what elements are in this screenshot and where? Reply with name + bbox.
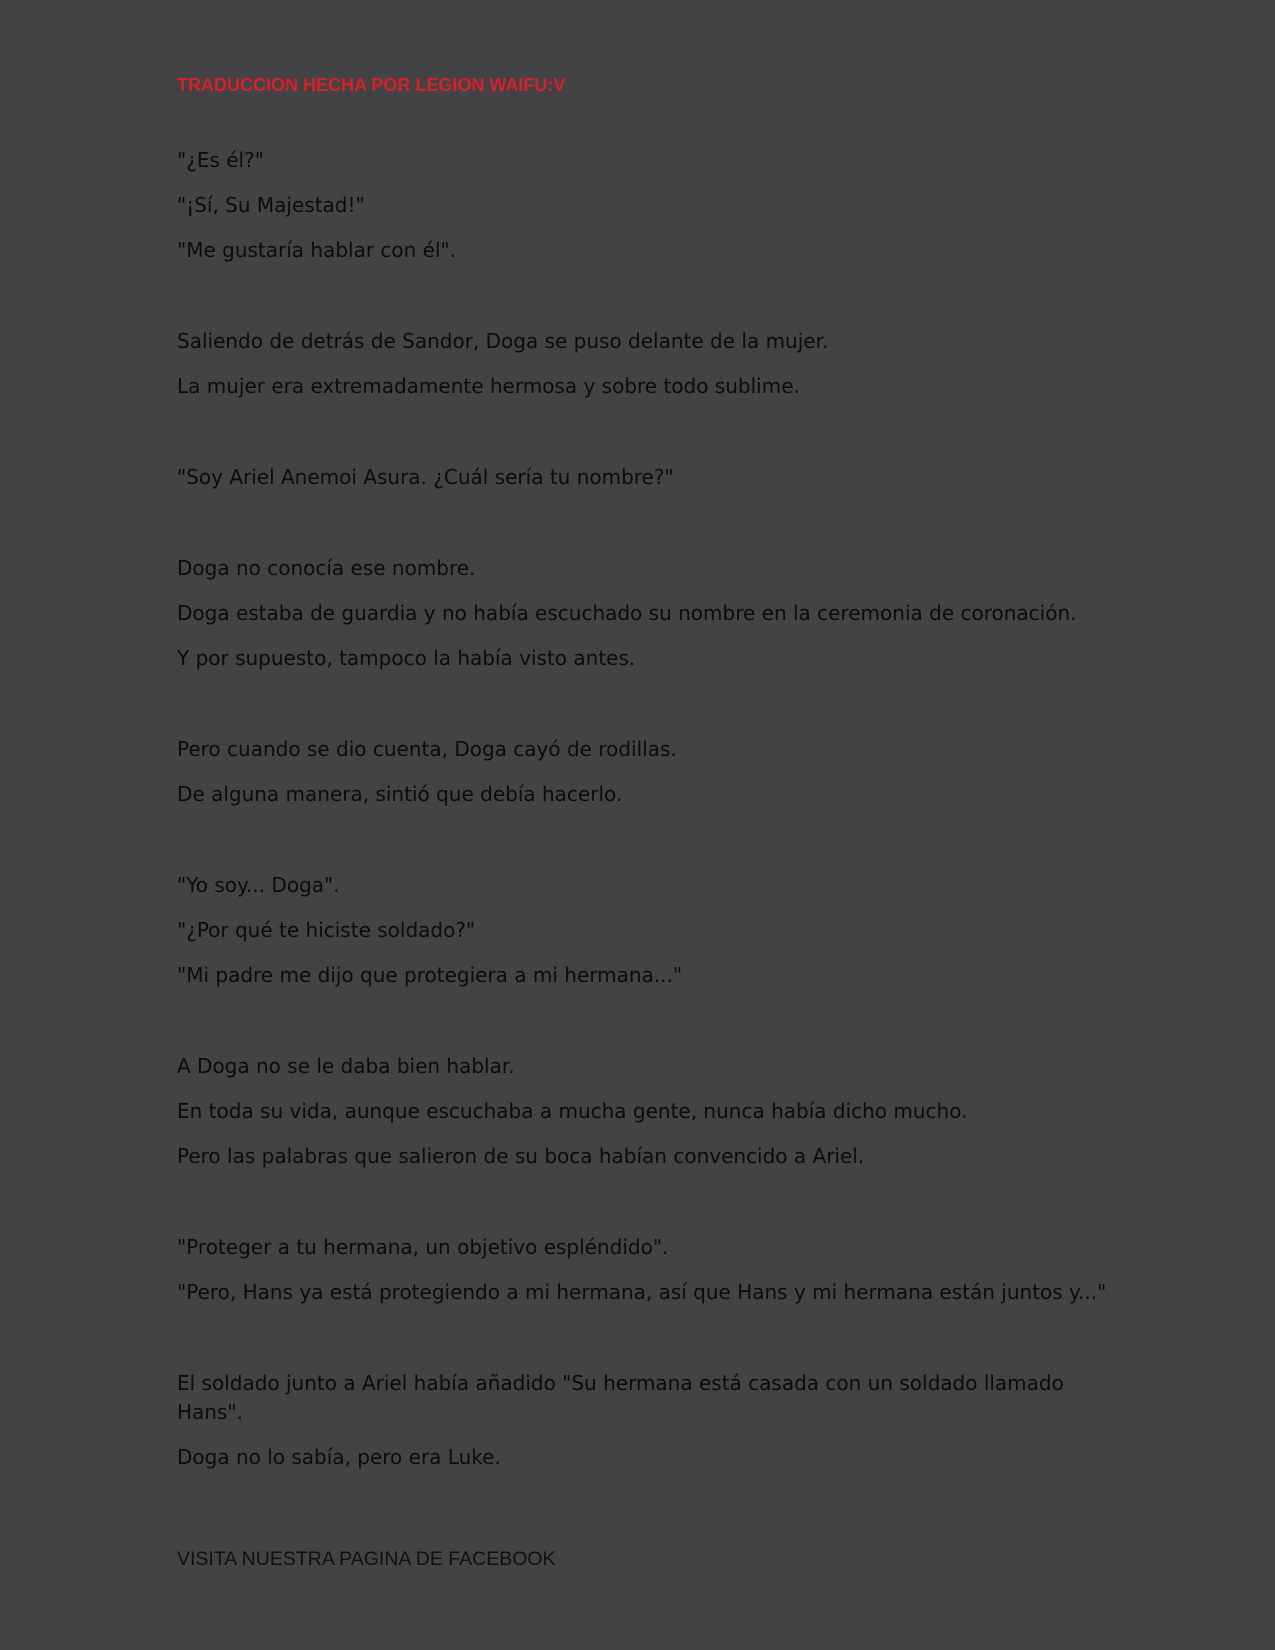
story-text: [177, 146, 1107, 1488]
paragraph: "¿Por qué te hiciste soldado?": [177, 918, 476, 942]
paragraph: "Soy Ariel Anemoi Asura. ¿Cuál sería tu nombre?": [177, 465, 674, 489]
paragraph: Pero las palabras que salieron de su boca habían convencido a Ariel.: [177, 1144, 865, 1168]
paragraph: "Pero, Hans ya está protegiendo a mi hermana, así que Hans y mi hermana están juntos y...": [177, 1280, 1107, 1304]
document-page: [177, 0, 1107, 1650]
paragraph: Saliendo de detrás de Sandor, Doga se puso delante de la mujer.: [177, 329, 829, 353]
paragraph: Doga estaba de guardia y no había escuchado su nombre en la ceremonia de coronación.: [177, 601, 1077, 625]
paragraph: "Mi padre me dijo que protegiera a mi hermana...": [177, 963, 683, 987]
paragraph: "Proteger a tu hermana, un objetivo espléndido".: [177, 1235, 669, 1259]
paragraph: Doga no conocía ese nombre.: [177, 556, 476, 580]
paragraph: El soldado junto a Ariel había añadido "Su hermana está casada con un soldado llamado Hans".: [177, 1371, 1064, 1424]
paragraph: "¿Es él?": [177, 148, 264, 172]
paragraph: La mujer era extremadamente hermosa y sobre todo sublime.: [177, 374, 800, 398]
paragraph: Y por supuesto, tampoco la había visto antes.: [177, 646, 636, 670]
paragraph: Doga no lo sabía, pero era Luke.: [177, 1445, 501, 1469]
paragraph: A Doga no se le daba bien hablar.: [177, 1054, 515, 1078]
paragraph: "Me gustaría hablar con él".: [177, 238, 457, 262]
paragraph: De alguna manera, sintió que debía hacerlo.: [177, 782, 623, 806]
paragraph: En toda su vida, aunque escuchaba a mucha gente, nunca había dicho mucho.: [177, 1099, 968, 1123]
paragraph: "Yo soy... Doga".: [177, 873, 340, 897]
paragraph: "¡Sí, Su Majestad!": [177, 193, 365, 217]
paragraph: Pero cuando se dio cuenta, Doga cayó de rodillas.: [177, 737, 677, 761]
facebook-link[interactable]: VISITA NUESTRA PAGINA DE FACEBOOK: [177, 1548, 556, 1570]
translation-credit: TRADUCCION HECHA POR LEGION WAIFU:V: [177, 75, 566, 95]
